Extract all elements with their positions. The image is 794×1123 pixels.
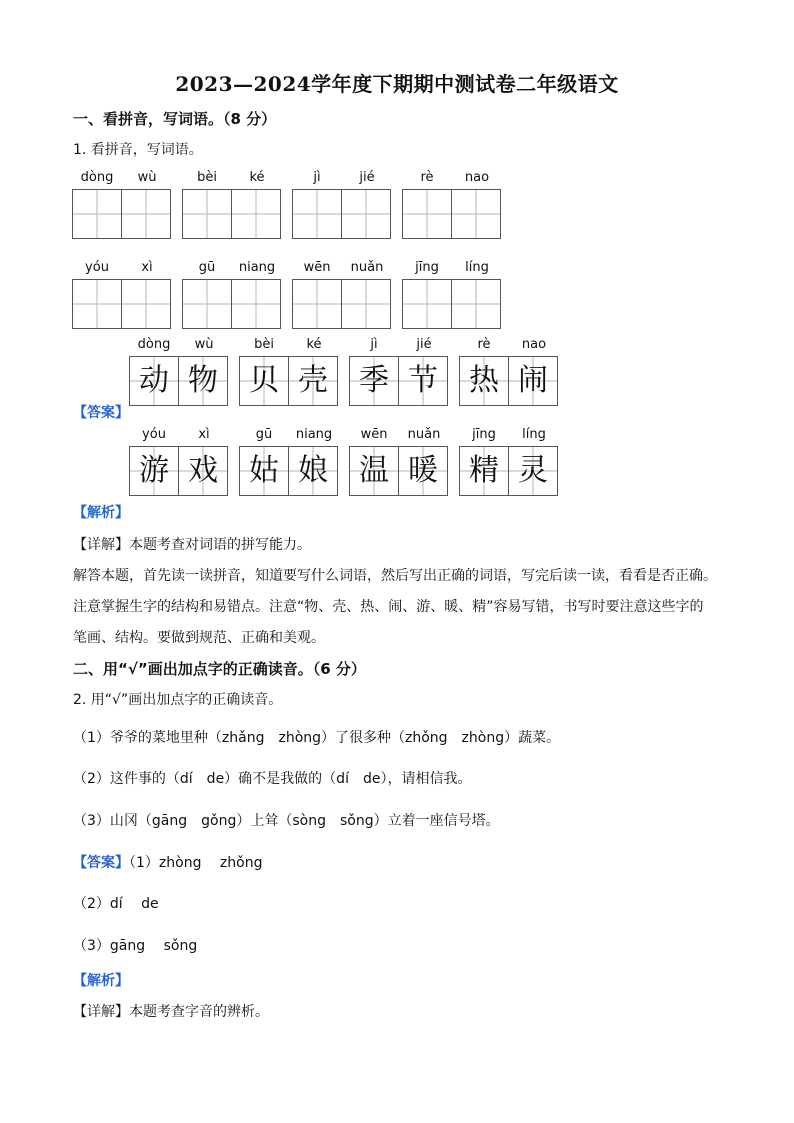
answer-character: 灵 bbox=[518, 453, 548, 488]
pinyin-syllable: jīng bbox=[472, 427, 496, 442]
answer-character bbox=[122, 190, 170, 238]
question-1-label: 1. 看拼音，写词语。 bbox=[73, 142, 203, 158]
pinyin-syllable: nuǎn bbox=[350, 260, 384, 275]
pinyin-syllable: jīng bbox=[415, 260, 439, 275]
tianzige-cell bbox=[182, 189, 232, 239]
pinyin-syllable: xì bbox=[198, 427, 210, 442]
pinyin-line bbox=[292, 170, 392, 186]
pinyin-syllable: gū bbox=[198, 260, 216, 275]
pinyin-syllable: nuǎn bbox=[407, 427, 441, 442]
answer-character: 贝 bbox=[249, 363, 279, 398]
analysis-paragraph-3: 笔画、结构。要做到规范、正确和美观。 bbox=[73, 630, 325, 646]
answer-character: 节 bbox=[408, 363, 438, 398]
tianzige-boxes bbox=[292, 279, 392, 329]
pinyin-syllable: líng bbox=[465, 260, 489, 275]
analysis-tag-2: 【解析】 bbox=[73, 973, 129, 989]
word-group bbox=[402, 170, 502, 239]
word-group bbox=[72, 260, 172, 329]
pinyin-syllable: rè bbox=[477, 337, 491, 352]
pinyin-row-1 bbox=[72, 170, 502, 239]
tianzige-boxes bbox=[292, 189, 392, 239]
tianzige-cell bbox=[129, 356, 179, 406]
tianzige-cell bbox=[178, 356, 228, 406]
answer-2-2: （2）dí de bbox=[73, 896, 159, 912]
word-group bbox=[182, 260, 282, 329]
word-group bbox=[239, 337, 339, 406]
tianzige-cell bbox=[398, 446, 448, 496]
word-group bbox=[292, 260, 392, 329]
answer-character: 精 bbox=[469, 453, 499, 488]
tianzige-cell bbox=[451, 189, 501, 239]
pinyin-syllable: rè bbox=[420, 170, 434, 185]
tianzige-cell bbox=[349, 446, 399, 496]
tianzige-boxes bbox=[129, 446, 229, 496]
tianzige-boxes bbox=[459, 446, 559, 496]
tianzige-cell bbox=[292, 189, 342, 239]
tianzige-boxes bbox=[459, 356, 559, 406]
answer-character: 戏 bbox=[188, 453, 218, 488]
tianzige-boxes bbox=[182, 189, 282, 239]
answer-character bbox=[73, 190, 121, 238]
answer-character: 温 bbox=[359, 453, 389, 488]
answer-character: 姑 bbox=[249, 453, 279, 488]
question-2-label: 2. 用“√”画出加点字的正确读音。 bbox=[73, 692, 283, 708]
detail-line-2 bbox=[73, 1002, 269, 1022]
pinyin-line bbox=[129, 337, 229, 353]
pinyin-line bbox=[182, 170, 282, 186]
pinyin-syllable: yóu bbox=[142, 427, 166, 442]
tianzige-cell bbox=[72, 189, 122, 239]
answer-character bbox=[342, 280, 390, 328]
answer-character bbox=[293, 280, 341, 328]
pinyin-syllable: wēn bbox=[303, 260, 331, 275]
tianzige-boxes bbox=[72, 189, 172, 239]
pinyin-syllable: líng bbox=[522, 427, 546, 442]
pinyin-syllable: jié bbox=[416, 337, 432, 352]
analysis-paragraph-1: 解答本题，首先读一读拼音，知道要写什么词语，然后写出正确的词语，写完后读一读，看看是否正确。 bbox=[73, 568, 717, 584]
tianzige-cell bbox=[292, 279, 342, 329]
word-group bbox=[72, 170, 172, 239]
pinyin-syllable: niang bbox=[238, 260, 276, 275]
pinyin-line bbox=[459, 337, 559, 353]
pinyin-line bbox=[459, 427, 559, 443]
pinyin-line bbox=[129, 427, 229, 443]
answer-character bbox=[232, 280, 280, 328]
pinyin-syllable: xì bbox=[141, 260, 153, 275]
answer-character bbox=[403, 280, 451, 328]
tianzige-boxes bbox=[402, 279, 502, 329]
tianzige-cell bbox=[231, 189, 281, 239]
tianzige-cell bbox=[508, 356, 558, 406]
pinyin-syllable: niang bbox=[295, 427, 333, 442]
tianzige-cell bbox=[402, 189, 452, 239]
pinyin-syllable: wēn bbox=[360, 427, 388, 442]
tianzige-boxes bbox=[239, 356, 339, 406]
pinyin-line bbox=[402, 260, 502, 276]
tianzige-boxes bbox=[402, 189, 502, 239]
word-group bbox=[129, 337, 229, 406]
answer-character: 动 bbox=[139, 363, 169, 398]
tianzige-cell bbox=[121, 279, 171, 329]
tianzige-cell bbox=[341, 279, 391, 329]
answer-character: 娘 bbox=[298, 453, 328, 488]
answer-character: 游 bbox=[139, 453, 169, 488]
tianzige-cell bbox=[239, 356, 289, 406]
pinyin-syllable: ké bbox=[306, 337, 322, 352]
tianzige-cell bbox=[129, 446, 179, 496]
answer-line-2-1 bbox=[73, 853, 262, 873]
page-title: 2023—2024学年度下期期中测试卷二年级语文 bbox=[175, 72, 619, 96]
tianzige-cell bbox=[121, 189, 171, 239]
tianzige-cell bbox=[239, 446, 289, 496]
pinyin-line bbox=[349, 337, 449, 353]
detail-text-1: 本题考查对词语的拼写能力。 bbox=[129, 537, 311, 553]
answer-character: 暖 bbox=[408, 453, 438, 488]
answer-character bbox=[452, 190, 500, 238]
pinyin-syllable: jì bbox=[370, 337, 378, 352]
tianzige-cell bbox=[398, 356, 448, 406]
tianzige-cell bbox=[182, 279, 232, 329]
word-group bbox=[349, 337, 449, 406]
tianzige-cell bbox=[178, 446, 228, 496]
pinyin-syllable: wù bbox=[194, 337, 214, 352]
tianzige-boxes bbox=[182, 279, 282, 329]
answer-character bbox=[183, 190, 231, 238]
pinyin-line bbox=[239, 427, 339, 443]
tianzige-boxes bbox=[72, 279, 172, 329]
word-group bbox=[349, 427, 449, 496]
tianzige-cell bbox=[402, 279, 452, 329]
word-group bbox=[239, 427, 339, 496]
answer-character: 热 bbox=[469, 363, 499, 398]
answer-row-2 bbox=[129, 427, 559, 496]
answer-row-1 bbox=[129, 337, 559, 406]
pinyin-syllable: nao bbox=[464, 170, 490, 185]
answer-character: 季 bbox=[359, 363, 389, 398]
answer-character bbox=[73, 280, 121, 328]
answer-tag-2: 【答案】 bbox=[73, 855, 129, 871]
tianzige-boxes bbox=[129, 356, 229, 406]
tianzige-cell bbox=[459, 446, 509, 496]
pinyin-syllable: dòng bbox=[137, 337, 171, 352]
pinyin-syllable: nao bbox=[521, 337, 547, 352]
question-2-item-2: （2）这件事的（dí de）确不是我做的（dí de），请相信我。 bbox=[73, 771, 472, 787]
pinyin-line bbox=[72, 260, 172, 276]
pinyin-line bbox=[182, 260, 282, 276]
tianzige-boxes bbox=[349, 446, 449, 496]
tianzige-cell bbox=[288, 446, 338, 496]
detail-text-2: 本题考查字音的辨析。 bbox=[129, 1004, 269, 1020]
detail-tag-1: 【详解】 bbox=[73, 537, 129, 553]
answer-character: 闹 bbox=[518, 363, 548, 398]
word-group bbox=[459, 427, 559, 496]
tianzige-boxes bbox=[239, 446, 339, 496]
pinyin-syllable: gū bbox=[255, 427, 273, 442]
pinyin-syllable: yóu bbox=[85, 260, 109, 275]
analysis-tag-1: 【解析】 bbox=[73, 505, 129, 521]
pinyin-line bbox=[239, 337, 339, 353]
answer-character: 物 bbox=[188, 363, 218, 398]
tianzige-cell bbox=[72, 279, 122, 329]
tianzige-cell bbox=[451, 279, 501, 329]
pinyin-line bbox=[349, 427, 449, 443]
pinyin-syllable: bèi bbox=[254, 337, 274, 352]
tianzige-cell bbox=[231, 279, 281, 329]
word-group bbox=[292, 170, 392, 239]
section1-heading: 一、看拼音，写词语。（8 分） bbox=[73, 110, 277, 128]
tianzige-cell bbox=[459, 356, 509, 406]
pinyin-row-2 bbox=[72, 260, 502, 329]
answer-character bbox=[122, 280, 170, 328]
pinyin-syllable: jié bbox=[359, 170, 375, 185]
tianzige-cell bbox=[508, 446, 558, 496]
pinyin-syllable: ké bbox=[249, 170, 265, 185]
tianzige-cell bbox=[288, 356, 338, 406]
answer-character bbox=[232, 190, 280, 238]
answer-character bbox=[342, 190, 390, 238]
answer-character bbox=[403, 190, 451, 238]
word-group bbox=[182, 170, 282, 239]
tianzige-boxes bbox=[349, 356, 449, 406]
pinyin-syllable: bèi bbox=[197, 170, 217, 185]
tianzige-cell bbox=[349, 356, 399, 406]
question-2-item-1: （1）爷爷的菜地里种（zhǎng zhòng）了很多种（zhǒng zhòng）蔬菜。 bbox=[73, 730, 561, 746]
pinyin-syllable: wù bbox=[137, 170, 157, 185]
answer-character: 壳 bbox=[298, 363, 328, 398]
answer-2-1: （1）zhòng zhǒng bbox=[129, 855, 263, 871]
word-group bbox=[459, 337, 559, 406]
section2-heading: 二、用“√”画出加点字的正确读音。（6 分） bbox=[73, 660, 366, 678]
answer-character bbox=[293, 190, 341, 238]
answer-tag-1: 【答案】 bbox=[73, 405, 129, 421]
word-group bbox=[402, 260, 502, 329]
answer-2-3: （3）gāng sǒng bbox=[73, 938, 198, 954]
analysis-paragraph-2: 注意掌握生字的结构和易错点。注意“物、壳、热、闹、游、暖、精”容易写错，书写时要注意这些字的 bbox=[73, 599, 704, 615]
pinyin-line bbox=[72, 170, 172, 186]
answer-character bbox=[183, 280, 231, 328]
pinyin-syllable: jì bbox=[313, 170, 321, 185]
answer-character bbox=[452, 280, 500, 328]
pinyin-syllable: dòng bbox=[80, 170, 114, 185]
pinyin-line bbox=[402, 170, 502, 186]
detail-tag-2: 【详解】 bbox=[73, 1004, 129, 1020]
detail-line-1 bbox=[73, 535, 311, 555]
question-2-item-3: （3）山冈（gāng gǒng）上耸（sòng sǒng）立着一座信号塔。 bbox=[73, 813, 500, 829]
word-group bbox=[129, 427, 229, 496]
pinyin-line bbox=[292, 260, 392, 276]
tianzige-cell bbox=[341, 189, 391, 239]
